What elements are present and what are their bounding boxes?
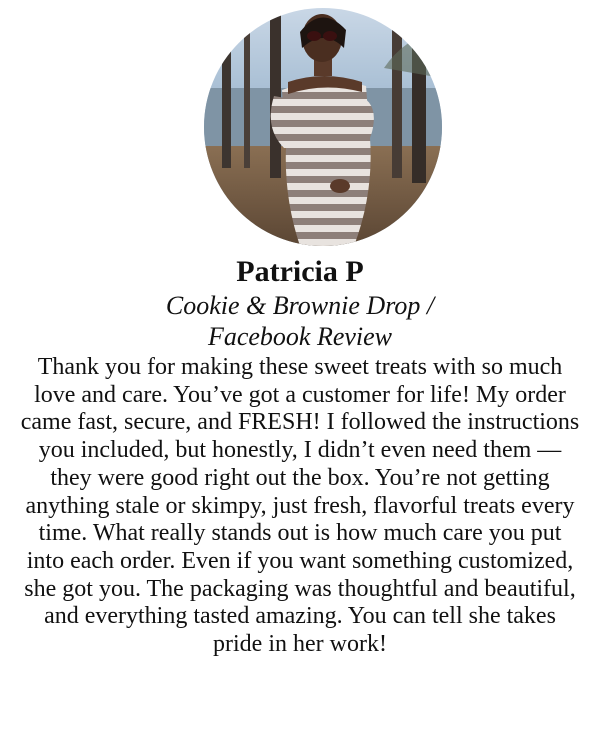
- reviewer-photo-icon: [204, 8, 442, 246]
- review-source-platform: Facebook Review: [207, 322, 393, 351]
- avatar: [204, 8, 442, 246]
- review-source-product: Cookie & Brownie Drop /: [165, 291, 435, 320]
- review-text: Thank you for making these sweet treats with so much love and care. You’ve got a customer for life! My order came fast, secure, and FRESH! I followed the instructions you included, but honestly, I didn’t even need them — they were good right out the box. You’re not getting anything stale or skimpy, just fresh, flavorful treats every time. What really stands out is how much care you put into each order. Even if you want something customized, she got you. The packaging was thoughtful and beautiful, and everything tasted amazing. You can tell she takes pride in her work!: [20, 354, 580, 658]
- review-source: [0, 290, 600, 352]
- reviewer-name: Patricia P: [236, 255, 364, 288]
